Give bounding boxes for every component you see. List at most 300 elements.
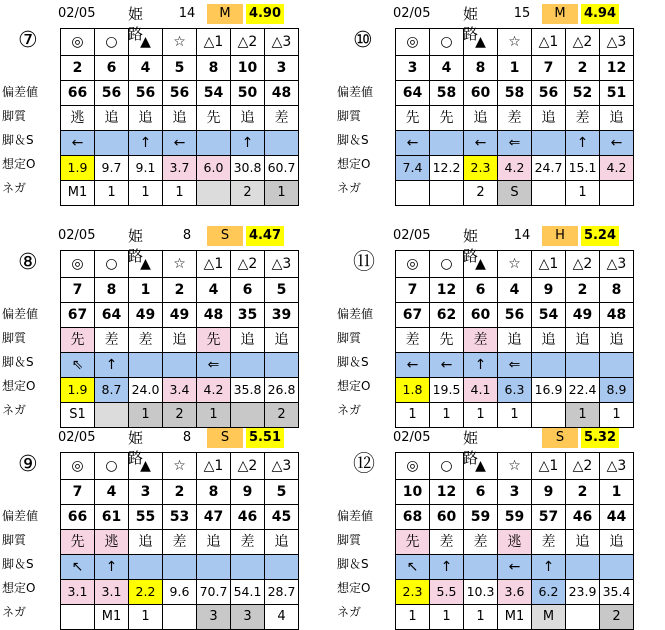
leg-row [396, 353, 634, 378]
running-type-cell: 追 [197, 530, 231, 555]
nega-cell [532, 181, 566, 206]
nega-cell [600, 181, 634, 206]
odds-cell: 3.1 [95, 580, 129, 605]
deviation-cell: 49 [163, 303, 197, 328]
race-grade-badge: S [542, 428, 578, 448]
nega-row [396, 181, 634, 206]
leg-row [61, 131, 299, 156]
leg-cell [430, 131, 464, 156]
horse-number-cell: 8 [197, 56, 231, 81]
race-date: 02/05 [58, 228, 96, 243]
mark-cell: ◎ [61, 251, 95, 278]
leg-cell: ↑ [129, 131, 163, 156]
mark-row [61, 251, 299, 278]
deviation-row [61, 505, 299, 530]
nega-cell: 2 [231, 181, 265, 206]
horse-number-cell: 2 [566, 278, 600, 303]
deviation-cell: 60 [430, 505, 464, 530]
race-score-badge: 5.32 [581, 428, 619, 448]
race-grade-badge: S [207, 428, 243, 448]
race-venue: 姫路 [128, 227, 144, 265]
deviation-cell: 48 [600, 303, 634, 328]
nega-cell: 1 [430, 403, 464, 428]
odds-cell: 3.7 [163, 156, 197, 181]
leg-cell: ← [600, 131, 634, 156]
nega-cell: 1 [430, 605, 464, 630]
nega-cell: 2 [163, 403, 197, 428]
deviation-cell: 56 [498, 303, 532, 328]
mark-row [396, 29, 634, 56]
mark-cell: △2 [231, 251, 265, 278]
running-type-cell: 差 [532, 530, 566, 555]
race-table [395, 250, 634, 428]
running-type-cell: 先 [430, 106, 464, 131]
label-type: 脚質 [337, 533, 362, 547]
deviation-cell: 58 [498, 81, 532, 106]
deviation-cell: 66 [61, 505, 95, 530]
race-score-badge: 4.94 [581, 4, 619, 24]
horse-number-cell: 8 [600, 278, 634, 303]
leg-cell [566, 353, 600, 378]
horse-number-cell: 5 [265, 480, 299, 505]
mark-cell: △2 [566, 29, 600, 56]
leg-cell: ↖ [396, 555, 430, 580]
leg-row [396, 555, 634, 580]
leg-cell [129, 353, 163, 378]
nega-cell: 1 [396, 605, 430, 630]
odds-cell: 15.1 [566, 156, 600, 181]
leg-cell [600, 353, 634, 378]
deviation-cell: 50 [231, 81, 265, 106]
row-labels [337, 302, 395, 422]
horse-number-cell: 3 [498, 480, 532, 505]
running-type-cell: 先 [61, 530, 95, 555]
leg-cell: ↑ [95, 353, 129, 378]
horse-number-cell: 8 [464, 56, 498, 81]
deviation-row [396, 505, 634, 530]
deviation-cell: 56 [532, 81, 566, 106]
deviation-cell: 54 [197, 81, 231, 106]
deviation-cell: 68 [396, 505, 430, 530]
running-type-cell: 差 [498, 106, 532, 131]
horse-number-cell: 7 [532, 56, 566, 81]
running-type-cell: 追 [566, 530, 600, 555]
nega-cell: S [498, 181, 532, 206]
mark-cell: ☆ [163, 251, 197, 278]
mark-cell: △1 [532, 251, 566, 278]
label-type: 脚質 [2, 109, 27, 123]
race-date: 02/05 [393, 228, 431, 243]
race-date: 02/05 [58, 430, 96, 445]
odds-cell: 24.0 [129, 378, 163, 403]
leg-cell: ↑ [95, 555, 129, 580]
nega-cell: 1 [464, 403, 498, 428]
running-type-row [61, 530, 299, 555]
horse-number-cell: 1 [600, 480, 634, 505]
deviation-cell: 48 [265, 81, 299, 106]
horse-number-cell: 12 [430, 480, 464, 505]
running-type-cell: 追 [532, 106, 566, 131]
mark-cell: ☆ [498, 29, 532, 56]
label-leg: 脚＆S [337, 557, 369, 571]
leg-cell [265, 353, 299, 378]
race-table [60, 250, 299, 428]
leg-cell [265, 131, 299, 156]
deviation-row [61, 303, 299, 328]
deviation-cell: 51 [600, 81, 634, 106]
deviation-cell: 60 [464, 303, 498, 328]
mark-cell: ○ [95, 29, 129, 56]
running-type-cell: 追 [600, 530, 634, 555]
odds-cell: 4.1 [464, 378, 498, 403]
odds-cell: 10.3 [464, 580, 498, 605]
running-type-cell: 追 [129, 530, 163, 555]
deviation-cell: 53 [163, 505, 197, 530]
label-odds: 想定O [2, 379, 36, 393]
race-score-badge: 4.47 [246, 226, 284, 246]
label-odds: 想定O [337, 157, 371, 171]
horse-count: 14 [178, 6, 196, 21]
odds-cell: 2.3 [464, 156, 498, 181]
mark-cell: △3 [600, 29, 634, 56]
odds-cell: 28.7 [265, 580, 299, 605]
deviation-cell: 67 [61, 303, 95, 328]
deviation-cell: 35 [231, 303, 265, 328]
mark-cell: ◎ [396, 453, 430, 480]
horse-count: 8 [182, 228, 192, 243]
leg-cell: ↖ [61, 555, 95, 580]
mark-cell: ☆ [163, 453, 197, 480]
odds-cell: 1.9 [61, 378, 95, 403]
horse-number-cell: 6 [95, 56, 129, 81]
odds-cell: 6.0 [197, 156, 231, 181]
nega-cell: 1 [566, 403, 600, 428]
race-table [60, 452, 299, 630]
running-type-cell: 先 [61, 328, 95, 353]
race-block-9 [0, 424, 330, 629]
nega-cell: 2 [464, 181, 498, 206]
horse-number-row [61, 56, 299, 81]
running-type-cell: 先 [197, 106, 231, 131]
deviation-cell: 56 [95, 81, 129, 106]
running-type-cell: 先 [396, 106, 430, 131]
running-type-cell: 先 [197, 328, 231, 353]
horse-number-row [396, 278, 634, 303]
odds-cell: 12.2 [430, 156, 464, 181]
odds-cell: 26.8 [265, 378, 299, 403]
horse-number-cell: 3 [129, 480, 163, 505]
leg-cell: ← [430, 353, 464, 378]
mark-cell: ▲ [464, 251, 498, 278]
running-type-cell: 差 [566, 106, 600, 131]
horse-number-cell: 6 [464, 480, 498, 505]
leg-cell: ⇐ [197, 353, 231, 378]
label-nega: ネガ [337, 605, 362, 619]
leg-cell [163, 353, 197, 378]
odds-cell: 9.6 [163, 580, 197, 605]
horse-number-cell: 7 [61, 278, 95, 303]
deviation-cell: 49 [566, 303, 600, 328]
odds-cell: 2.3 [396, 580, 430, 605]
horse-number-cell: 6 [231, 278, 265, 303]
odds-row [396, 378, 634, 403]
nega-cell: M [532, 605, 566, 630]
odds-cell: 22.4 [566, 378, 600, 403]
label-deviation: 偏差値 [2, 85, 39, 99]
mark-cell: ☆ [163, 29, 197, 56]
leg-cell: ⇐ [498, 131, 532, 156]
horse-number-cell: 2 [566, 480, 600, 505]
horse-number-cell: 12 [600, 56, 634, 81]
mark-cell: △1 [197, 251, 231, 278]
nega-cell: 1 [197, 403, 231, 428]
horse-number-cell: 2 [61, 56, 95, 81]
nega-cell: M1 [498, 605, 532, 630]
race-number: ⑩ [353, 28, 373, 53]
nega-cell: 1 [396, 403, 430, 428]
mark-cell: △2 [231, 29, 265, 56]
odds-cell: 60.7 [265, 156, 299, 181]
deviation-cell: 61 [95, 505, 129, 530]
odds-cell: 3.4 [163, 378, 197, 403]
running-type-cell: 追 [566, 328, 600, 353]
horse-number-cell: 4 [95, 480, 129, 505]
horse-number-row [396, 480, 634, 505]
running-type-cell: 追 [265, 530, 299, 555]
odds-cell: 6.2 [532, 580, 566, 605]
label-leg: 脚＆S [337, 133, 369, 147]
race-table [395, 28, 634, 206]
race-date: 02/05 [393, 6, 431, 21]
leg-cell [464, 555, 498, 580]
label-type: 脚質 [337, 331, 362, 345]
label-leg: 脚＆S [337, 355, 369, 369]
mark-cell: ○ [95, 251, 129, 278]
nega-cell [430, 181, 464, 206]
race-venue: 姫路 [128, 429, 144, 467]
mark-cell: △3 [265, 251, 299, 278]
leg-row [396, 131, 634, 156]
running-type-cell: 追 [129, 106, 163, 131]
odds-cell: 19.5 [430, 378, 464, 403]
odds-cell: 1.8 [396, 378, 430, 403]
deviation-cell: 64 [95, 303, 129, 328]
label-odds: 想定O [337, 379, 371, 393]
odds-cell: 8.7 [95, 378, 129, 403]
nega-cell: 1 [265, 181, 299, 206]
odds-cell: 1.9 [61, 156, 95, 181]
label-type: 脚質 [2, 533, 27, 547]
horse-number-cell: 4 [430, 56, 464, 81]
odds-cell: 16.9 [532, 378, 566, 403]
horse-number-cell: 4 [129, 56, 163, 81]
odds-cell: 2.2 [129, 580, 163, 605]
label-leg: 脚＆S [2, 133, 34, 147]
nega-cell: 3 [197, 605, 231, 630]
running-type-cell: 追 [600, 106, 634, 131]
mark-row [396, 453, 634, 480]
deviation-cell: 39 [265, 303, 299, 328]
odds-cell: 4.2 [197, 378, 231, 403]
running-type-cell: 追 [265, 328, 299, 353]
deviation-cell: 48 [197, 303, 231, 328]
race-number: ⑦ [18, 28, 38, 53]
running-type-cell: 追 [163, 328, 197, 353]
mark-cell: ○ [430, 29, 464, 56]
race-block-10 [335, 0, 665, 205]
mark-cell: ◎ [61, 29, 95, 56]
race-number: ⑫ [353, 452, 376, 477]
running-type-cell: 差 [430, 530, 464, 555]
running-type-cell: 差 [129, 328, 163, 353]
horse-number-cell: 8 [95, 278, 129, 303]
horse-number-cell: 1 [129, 278, 163, 303]
deviation-cell: 47 [197, 505, 231, 530]
label-deviation: 偏差値 [2, 509, 39, 523]
deviation-cell: 58 [430, 81, 464, 106]
nega-cell: 1 [163, 181, 197, 206]
leg-cell: ← [464, 131, 498, 156]
horse-count: 14 [513, 228, 531, 243]
mark-cell: ◎ [396, 29, 430, 56]
odds-cell: 3.1 [61, 580, 95, 605]
leg-row [61, 555, 299, 580]
mark-row [61, 453, 299, 480]
running-type-row [396, 106, 634, 131]
odds-row [61, 378, 299, 403]
race-venue: 姫路 [463, 227, 479, 265]
horse-number-cell: 10 [396, 480, 430, 505]
deviation-cell: 49 [129, 303, 163, 328]
running-type-cell: 追 [464, 106, 498, 131]
label-odds: 想定O [2, 157, 36, 171]
deviation-cell: 56 [129, 81, 163, 106]
odds-cell: 4.2 [600, 156, 634, 181]
leg-cell [95, 131, 129, 156]
horse-number-cell: 5 [265, 278, 299, 303]
deviation-cell: 57 [532, 505, 566, 530]
row-labels [2, 302, 60, 422]
race-block-7 [0, 0, 330, 205]
race-block-8 [0, 222, 330, 427]
mark-cell: △2 [566, 453, 600, 480]
leg-cell [600, 555, 634, 580]
horse-number-cell: 10 [231, 56, 265, 81]
deviation-cell: 45 [265, 505, 299, 530]
odds-cell: 35.4 [600, 580, 634, 605]
mark-cell: △3 [600, 251, 634, 278]
nega-cell: 1 [464, 605, 498, 630]
odds-cell: 54.1 [231, 580, 265, 605]
leg-cell: ← [61, 131, 95, 156]
race-table [395, 452, 634, 630]
leg-cell: ↑ [430, 555, 464, 580]
race-venue: 姫路 [463, 429, 479, 467]
mark-cell: △1 [532, 453, 566, 480]
race-venue: 姫路 [128, 5, 144, 43]
odds-cell: 3.6 [498, 580, 532, 605]
leg-cell: ← [498, 555, 532, 580]
odds-cell: 7.4 [396, 156, 430, 181]
deviation-cell: 56 [163, 81, 197, 106]
race-venue: 姫路 [463, 5, 479, 43]
odds-cell: 5.5 [430, 580, 464, 605]
odds-cell: 4.2 [498, 156, 532, 181]
mark-cell: ○ [95, 453, 129, 480]
horse-number-cell: 9 [532, 480, 566, 505]
race-date: 02/05 [58, 6, 96, 21]
odds-cell: 30.8 [231, 156, 265, 181]
mark-cell: △3 [600, 453, 634, 480]
label-type: 脚質 [337, 109, 362, 123]
horse-count: 15 [513, 6, 531, 21]
horse-count: 8 [182, 430, 192, 445]
running-type-cell: 追 [498, 328, 532, 353]
running-type-cell: 差 [265, 106, 299, 131]
odds-cell: 8.9 [600, 378, 634, 403]
leg-cell [231, 353, 265, 378]
horse-number-cell: 4 [498, 278, 532, 303]
deviation-row [396, 303, 634, 328]
label-leg: 脚＆S [2, 557, 34, 571]
running-type-cell: 差 [464, 530, 498, 555]
nega-cell: 4 [265, 605, 299, 630]
running-type-cell: 追 [600, 328, 634, 353]
mark-cell: ◎ [61, 453, 95, 480]
odds-cell: 24.7 [532, 156, 566, 181]
deviation-cell: 62 [430, 303, 464, 328]
running-type-row [396, 328, 634, 353]
leg-cell: ↑ [566, 131, 600, 156]
label-odds: 想定O [2, 581, 36, 595]
leg-cell [163, 555, 197, 580]
row-labels [2, 504, 60, 624]
race-block-12 [335, 424, 665, 629]
horse-number-cell: 2 [163, 480, 197, 505]
leg-cell [265, 555, 299, 580]
running-type-cell: 差 [163, 530, 197, 555]
leg-cell [197, 555, 231, 580]
odds-cell: 23.9 [566, 580, 600, 605]
deviation-cell: 46 [231, 505, 265, 530]
leg-cell [231, 555, 265, 580]
horse-number-row [61, 480, 299, 505]
odds-cell: 6.3 [498, 378, 532, 403]
race-grade-badge: M [542, 4, 578, 24]
nega-cell: 1 [129, 605, 163, 630]
label-nega: ネガ [2, 605, 27, 619]
odds-row [396, 156, 634, 181]
nega-cell: 3 [231, 605, 265, 630]
nega-cell [197, 181, 231, 206]
running-type-cell: 追 [231, 328, 265, 353]
mark-cell: ☆ [498, 251, 532, 278]
leg-cell [532, 131, 566, 156]
mark-row [396, 251, 634, 278]
mark-cell: ▲ [129, 453, 163, 480]
leg-cell: ← [396, 353, 430, 378]
race-score-badge: 4.90 [246, 4, 284, 24]
nega-cell: M1 [95, 605, 129, 630]
row-labels [337, 80, 395, 200]
mark-cell: ◎ [396, 251, 430, 278]
nega-cell: 1 [95, 181, 129, 206]
deviation-cell: 59 [498, 505, 532, 530]
horse-number-cell: 9 [231, 480, 265, 505]
leg-row [61, 353, 299, 378]
odds-row [396, 580, 634, 605]
race-grade-badge: M [207, 4, 243, 24]
